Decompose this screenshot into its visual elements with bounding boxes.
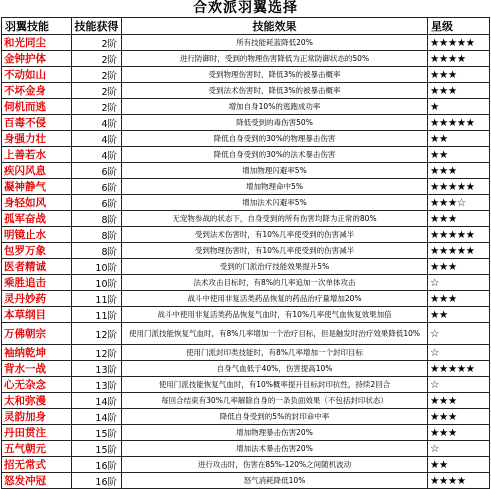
skill-name: 五气朝元 (2, 441, 72, 457)
skill-name: 包罗万象 (2, 243, 72, 259)
skill-effect: 增加法术闪避率5% (122, 195, 428, 211)
skill-level: 2阶 (72, 35, 122, 51)
skill-name: 灵丹妙药 (2, 291, 72, 307)
table-row (2, 35, 490, 51)
skill-effect: 增加法术暴击伤害20% (122, 441, 428, 457)
star-rating: ★★★★★ (428, 179, 490, 195)
skill-level: 6阶 (72, 195, 122, 211)
star-rating: ☆ (428, 323, 490, 345)
skill-level: 14阶 (72, 409, 122, 425)
skill-effect: 进行防御时，受到的物理伤害降低为正常防御状态的50% (122, 51, 428, 67)
skill-level: 15阶 (72, 425, 122, 441)
table-row (2, 457, 490, 473)
star-rating: ★★ (428, 307, 490, 323)
skill-effect: 战斗中使用非复活类药品恢复的药品治疗量增加20% (122, 291, 428, 307)
header-effect: 技能效果 (122, 18, 428, 35)
star-rating: ☆ (428, 377, 490, 393)
star-rating: ★★ (428, 147, 490, 163)
skill-name: 上善若水 (2, 147, 72, 163)
skill-level: 2阶 (72, 67, 122, 83)
skill-effect: 战斗中使用非复活类药品恢复气血时，有10%几率使气血恢复效果加倍 (122, 307, 428, 323)
table-row (2, 291, 490, 307)
skill-name: 袖纳乾坤 (2, 345, 72, 361)
star-rating: ★★★ (428, 259, 490, 275)
skill-effect: 每回合结束有30%几率解除自身的一条负面效果（不包括封印状态） (122, 393, 428, 409)
table-row (2, 147, 490, 163)
star-rating: ☆ (428, 275, 490, 291)
skill-effect: 所有技能耗蓝降低20% (122, 35, 428, 51)
skill-level: 4阶 (72, 115, 122, 131)
skill-effect: 受到物理伤害时，降低3%的被暴击概率 (122, 67, 428, 83)
skill-level: 8阶 (72, 227, 122, 243)
skill-effect: 进行攻击时，伤害在85%-120%之间随机波动 (122, 457, 428, 473)
skill-level: 10阶 (72, 259, 122, 275)
skill-name: 太和弥漫 (2, 393, 72, 409)
table-row (2, 409, 490, 425)
skill-effect: 使用门派技能恢复气血时，有10%概率提升目标封印抗性，持续2回合 (122, 377, 428, 393)
skill-name: 疾闪风息 (2, 163, 72, 179)
skill-level: 6阶 (72, 163, 122, 179)
skill-level: 4阶 (72, 131, 122, 147)
header-skill-name: 羽翼技能 (2, 18, 72, 35)
header-rating: 星级 (428, 18, 490, 35)
skill-effect: 降低自身受到的30%的物理暴击伤害 (122, 131, 428, 147)
skill-effect: 增加物理暴击伤害20% (122, 425, 428, 441)
star-rating: ★★★★★ (428, 243, 490, 259)
table-body (2, 35, 490, 489)
star-rating: ★★ (428, 457, 490, 473)
skill-effect: 使用门派技能恢复气血时，有8%几率增加一个治疗目标，但是触发时治疗效果降低10% (122, 323, 428, 345)
skill-level: 11阶 (72, 307, 122, 323)
table-row (2, 473, 490, 489)
skill-name: 金钟护体 (2, 51, 72, 67)
skill-effect: 怒气消耗降低10% (122, 473, 428, 489)
table-header-row (2, 18, 490, 35)
table-row (2, 441, 490, 457)
skill-level: 16阶 (72, 457, 122, 473)
skill-name: 丹田贯注 (2, 425, 72, 441)
skill-name: 身强力壮 (2, 131, 72, 147)
skill-effect: 无宠物参战的状态下，自身受到的所有伤害均降为正常的80% (122, 211, 428, 227)
skill-name: 招无常式 (2, 457, 72, 473)
skill-level: 2阶 (72, 99, 122, 115)
skill-name: 孤军奋战 (2, 211, 72, 227)
table-row (2, 345, 490, 361)
skill-level: 8阶 (72, 243, 122, 259)
star-rating: ★★★★★ (428, 227, 490, 243)
skill-level: 2阶 (72, 83, 122, 99)
table-row (2, 307, 490, 323)
skill-name: 背水一战 (2, 361, 72, 377)
star-rating: ★★★★ (428, 51, 490, 67)
skill-name: 不坏金身 (2, 83, 72, 99)
skill-effect: 增加物理命中5% (122, 179, 428, 195)
table-row (2, 67, 490, 83)
star-rating: ★★★ (428, 163, 490, 179)
skill-name: 凝神静气 (2, 179, 72, 195)
skill-level: 6阶 (72, 179, 122, 195)
skill-effect: 增加自身10%的逃跑成功率 (122, 99, 428, 115)
table-row (2, 259, 490, 275)
skill-level: 10阶 (72, 275, 122, 291)
skill-effect: 受到的门派治疗技能效果提升5% (122, 259, 428, 275)
skill-name: 不动如山 (2, 67, 72, 83)
star-rating: ★★★★★ (428, 115, 490, 131)
skill-effect: 增加物理闪避率5% (122, 163, 428, 179)
skill-name: 万佛朝宗 (2, 323, 72, 345)
skill-level: 15阶 (72, 441, 122, 457)
star-rating: ★★★ (428, 425, 490, 441)
skill-name: 和光同尘 (2, 35, 72, 51)
table-row (2, 361, 490, 377)
skill-effect: 降低自身受到的5%的封印命中率 (122, 409, 428, 425)
star-rating: ★★★ (428, 409, 490, 425)
skill-level: 8阶 (72, 211, 122, 227)
table-row (2, 131, 490, 147)
skill-name: 身轻如风 (2, 195, 72, 211)
skill-name: 伺机而逃 (2, 99, 72, 115)
skill-level: 4阶 (72, 147, 122, 163)
table-row (2, 275, 490, 291)
table-row (2, 243, 490, 259)
page-title: 合欢派羽翼选择 (193, 0, 298, 16)
star-rating: ★★★ (428, 291, 490, 307)
skill-effect: 自身气血低于40%，伤害提高10% (122, 361, 428, 377)
skill-level: 16阶 (72, 473, 122, 489)
wing-skill-table (1, 17, 490, 489)
table-row (2, 425, 490, 441)
table-row (2, 179, 490, 195)
table-row (2, 323, 490, 345)
star-rating: ☆ (428, 441, 490, 457)
skill-name: 心无杂念 (2, 377, 72, 393)
table-row (2, 163, 490, 179)
skill-effect: 受到物理伤害时，有10%几率使受到的伤害减半 (122, 243, 428, 259)
skill-effect: 受到法术伤害时，有10%几率使受到的伤害减半 (122, 227, 428, 243)
star-rating: ★★★☆ (428, 195, 490, 211)
skill-name: 乘胜追击 (2, 275, 72, 291)
table-row (2, 195, 490, 211)
skill-effect: 法术攻击目标时，有8%的几率追加一次单体攻击 (122, 275, 428, 291)
skill-name: 灵韵加身 (2, 409, 72, 425)
star-rating: ★★ (428, 131, 490, 147)
star-rating: ★★★★ (428, 473, 490, 489)
table-row (2, 377, 490, 393)
header-level: 技能获得 (72, 18, 122, 35)
table-row (2, 227, 490, 243)
skill-name: 本草纲目 (2, 307, 72, 323)
skill-effect: 降低自身受到的30%的法术暴击伤害 (122, 147, 428, 163)
star-rating: ☆ (428, 345, 490, 361)
table-row (2, 115, 490, 131)
skill-level: 2阶 (72, 51, 122, 67)
skill-level: 11阶 (72, 291, 122, 307)
table-row (2, 393, 490, 409)
skill-level: 13阶 (72, 361, 122, 377)
skill-level: 14阶 (72, 393, 122, 409)
skill-effect: 降低受到的毒伤害50% (122, 115, 428, 131)
star-rating: ★★★ (428, 83, 490, 99)
star-rating: ★ (428, 99, 490, 115)
skill-effect: 受到法术伤害时，降低3%的被暴击概率 (122, 83, 428, 99)
skill-name: 怒发冲冠 (2, 473, 72, 489)
skill-name: 医者精诚 (2, 259, 72, 275)
star-rating: ★★★★★ (428, 35, 490, 51)
skill-level: 13阶 (72, 377, 122, 393)
skill-level: 12阶 (72, 345, 122, 361)
table-row (2, 99, 490, 115)
table-row (2, 83, 490, 99)
skill-name: 明镜止水 (2, 227, 72, 243)
star-rating: ★★★★★ (428, 361, 490, 377)
star-rating: ★★★ (428, 393, 490, 409)
skill-name: 百毒不侵 (2, 115, 72, 131)
table-row (2, 51, 490, 67)
star-rating: ★★★ (428, 67, 490, 83)
star-rating: ★★★ (428, 211, 490, 227)
table-row (2, 211, 490, 227)
skill-effect: 使用门派封印类技能时，有8%几率增加一个封印目标 (122, 345, 428, 361)
skill-level: 12阶 (72, 323, 122, 345)
